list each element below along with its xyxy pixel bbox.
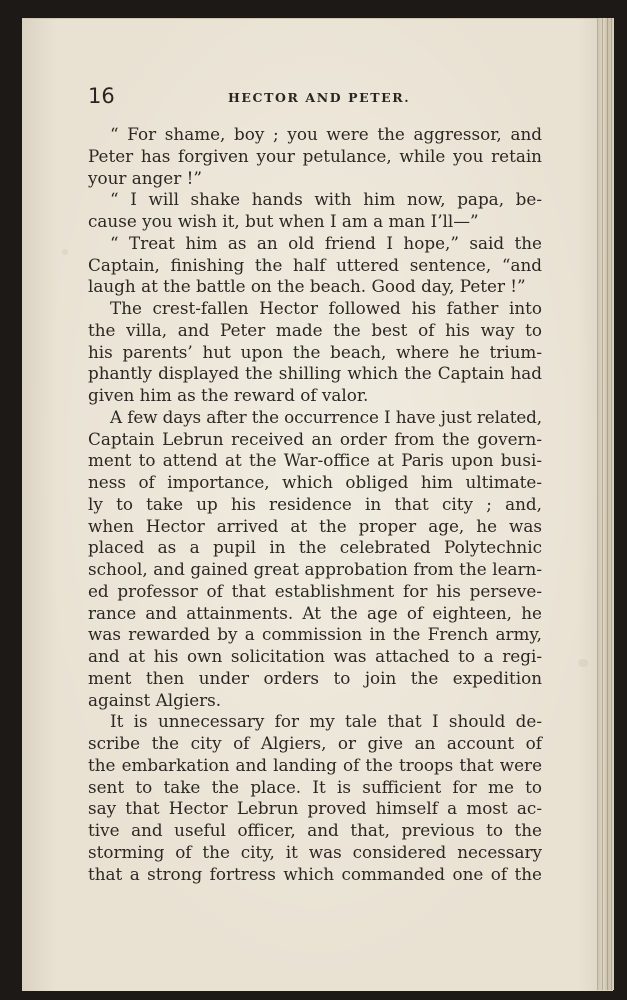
text-line: against Algiers.: [88, 689, 222, 710]
text-line: rance and attainments. At the age of eighteen, he: [88, 602, 542, 623]
page-edge: [597, 18, 614, 990]
text-line: “ I will shake hands with him now, papa, be-: [110, 189, 542, 210]
text-line: the villa, and Peter made the best of his way to: [88, 319, 542, 340]
text-line: sent to take the place. It is sufficient for me to: [88, 776, 542, 797]
text-line: that a strong fortress which commanded one of the: [88, 863, 542, 884]
text-line: school, and gained great approbation from the learn-: [88, 559, 542, 579]
text-line: and at his own solicitation was attached to a regi-: [88, 646, 542, 666]
body-text: [88, 124, 542, 885]
text-line: his parents’ hut upon the beach, where he trium-: [88, 341, 542, 362]
text-line: ment to attend at the War-office at Paris upon busi-: [88, 450, 542, 471]
text-line: was rewarded by a commission in the French army,: [88, 624, 542, 645]
text-line: “ For shame, boy ; you were the aggressor, and: [110, 124, 542, 144]
text-line: laugh at the battle on the beach. Good day, Peter !”: [88, 276, 526, 297]
text-line: phantly displayed the shilling which the Captain had: [88, 363, 542, 384]
text-line: the embarkation and landing of the troops that were: [88, 754, 542, 775]
text-line: placed as a pupil in the celebrated Polytechnic: [88, 537, 542, 558]
text-line: ly to take up his residence in that city ; and,: [88, 493, 542, 514]
text-line: your anger !”: [88, 167, 202, 188]
text-line: when Hector arrived at the proper age, he was: [88, 515, 542, 536]
text-line: ment then under orders to join the expedition: [88, 667, 542, 688]
text-line: scribe the city of Algiers, or give an account of: [88, 733, 542, 753]
running-head: HECTOR AND PETER.: [228, 90, 411, 105]
page-number: 16: [88, 84, 115, 108]
text-line: Captain Lebrun received an order from the govern-: [88, 428, 542, 449]
paper-spot: [578, 659, 588, 667]
text-line: A few days after the occurrence I have just related,: [110, 406, 542, 427]
text-line: given him as the reward of valor.: [88, 385, 369, 405]
text-line: “ Treat him as an old friend I hope,” said the: [110, 232, 542, 253]
text-line: say that Hector Lebrun proved himself a most ac-: [88, 798, 542, 819]
text-line: storming of the city, it was considered necessary: [88, 841, 542, 862]
text-line: ness of importance, which obliged him ultimate-: [88, 472, 542, 492]
page-header: [88, 84, 544, 110]
paper-spot: [62, 249, 68, 255]
text-line: The crest-fallen Hector followed his father into: [110, 298, 542, 318]
text-line: Captain, finishing the half uttered sentence, “and: [88, 254, 542, 275]
text-line: tive and useful officer, and that, previous to the: [88, 820, 542, 840]
text-line: ed professor of that establishment for his perseve-: [88, 580, 542, 601]
text-line: Peter has forgiven your petulance, while you retain: [88, 145, 542, 166]
text-line: cause you wish it, but when I am a man I’ll—”: [88, 211, 479, 231]
text-line: It is unnecessary for my tale that I should de-: [110, 711, 542, 732]
